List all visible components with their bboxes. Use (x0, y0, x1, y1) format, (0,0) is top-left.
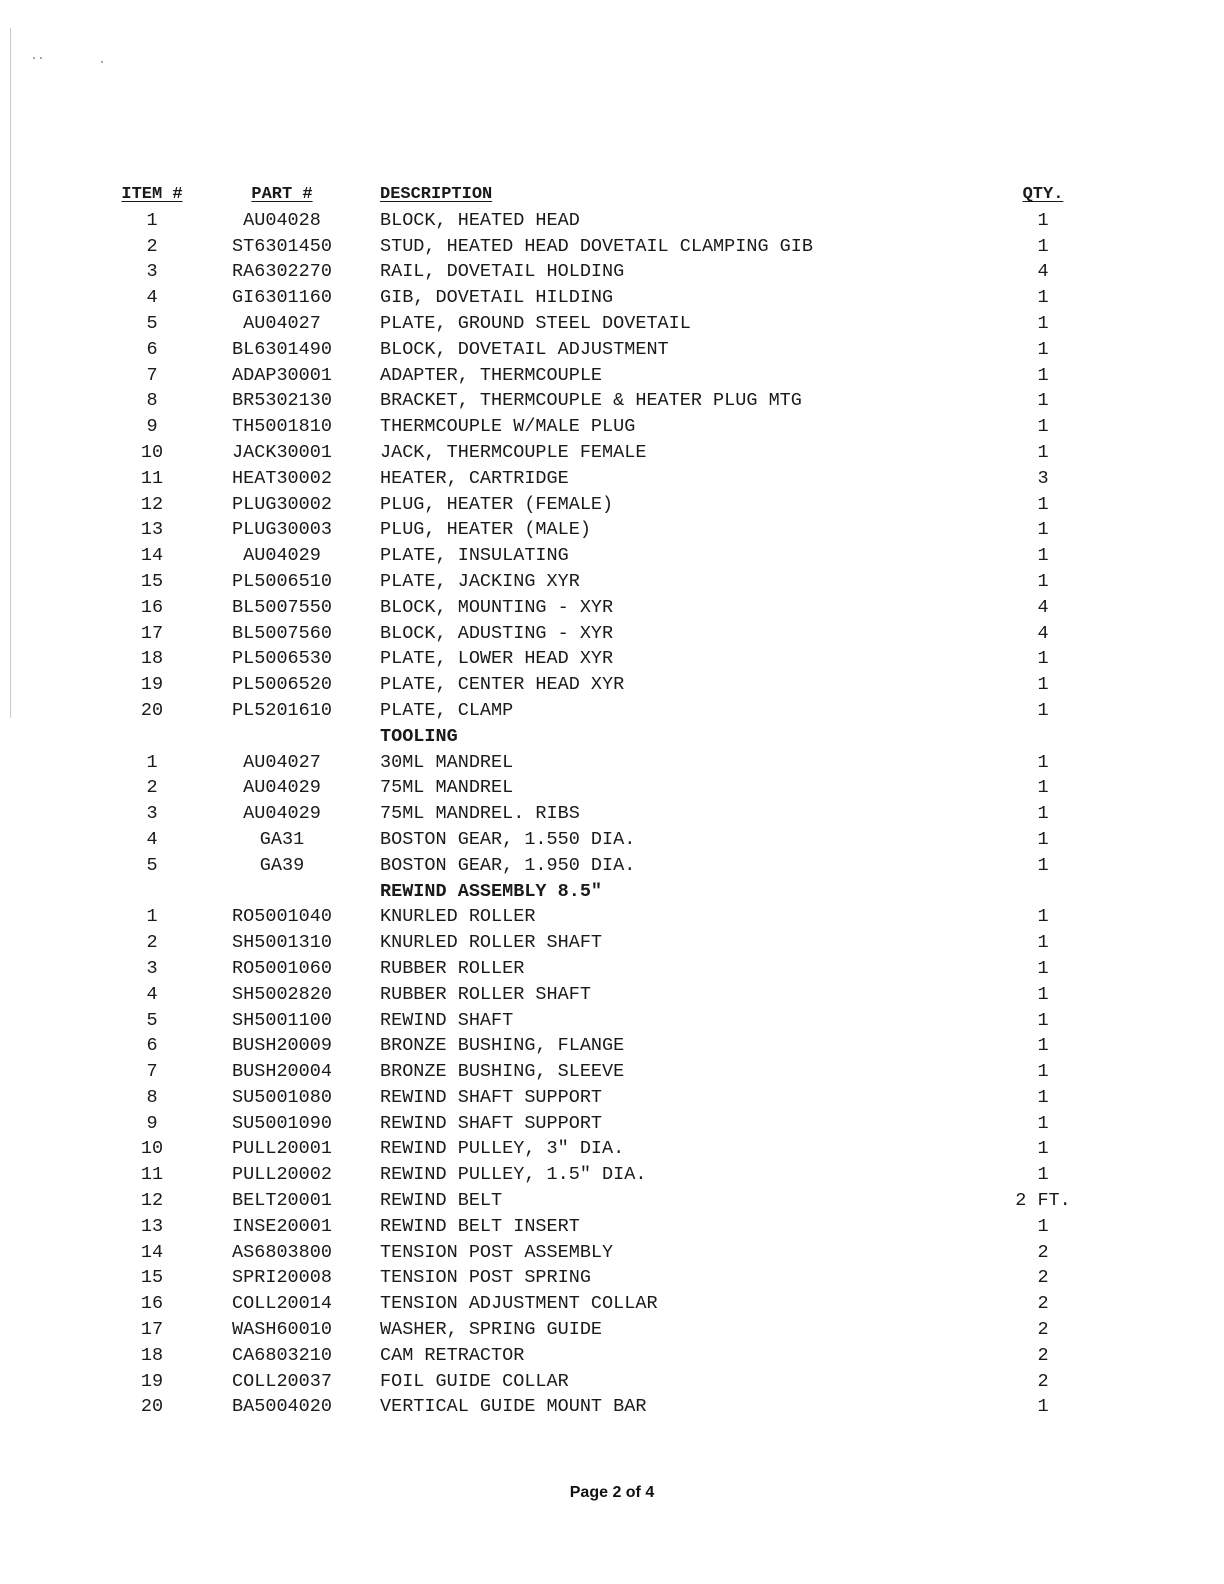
description: BOSTON GEAR, 1.550 DIA. (380, 828, 636, 850)
quantity: 1 (1037, 906, 1049, 928)
column-header-part: PART # (251, 185, 313, 204)
table-row (112, 904, 1092, 930)
table-row (112, 466, 1092, 492)
table-row (112, 595, 1092, 621)
item-number: 10 (140, 1138, 164, 1160)
item-number: 14 (140, 545, 164, 567)
description: CAM RETRACTOR (380, 1344, 525, 1366)
part-number: AU04029 (243, 545, 321, 567)
part-number: BL5007550 (232, 596, 332, 618)
column-header-qty: QTY. (1022, 185, 1064, 204)
description: RUBBER ROLLER (380, 957, 525, 979)
table-row (112, 646, 1092, 672)
item-number: 2 (146, 777, 158, 799)
table-row (112, 982, 1092, 1008)
part-number: PL5006510 (232, 570, 332, 592)
item-number: 4 (146, 287, 158, 309)
table-row (112, 1188, 1092, 1214)
table-header (112, 182, 1092, 208)
table-row (112, 698, 1092, 724)
table-row (112, 285, 1092, 311)
description: BRACKET, THERMCOUPLE & HEATER PLUG MTG (380, 390, 802, 412)
quantity: 1 (1037, 699, 1049, 721)
table-row (112, 1265, 1092, 1291)
table-row (112, 1136, 1092, 1162)
description: REWIND BELT (380, 1190, 503, 1212)
part-number: PULL20002 (232, 1164, 332, 1186)
section-heading-row (112, 879, 1092, 905)
item-number: 9 (146, 1112, 158, 1134)
part-number: AU04028 (243, 209, 321, 231)
table-row (112, 1291, 1092, 1317)
quantity: 1 (1037, 1396, 1049, 1418)
part-number: PLUG30003 (232, 519, 332, 541)
quantity: 1 (1037, 932, 1049, 954)
part-number: SPRI20008 (232, 1267, 332, 1289)
part-number: AU04027 (243, 312, 321, 334)
item-number: 2 (146, 235, 158, 257)
part-number: PLUG30002 (232, 493, 332, 515)
column-header-description: DESCRIPTION (380, 185, 493, 204)
item-number: 10 (140, 441, 164, 463)
part-number: SH5001100 (232, 1009, 332, 1031)
quantity: 1 (1037, 312, 1049, 334)
section-heading: REWIND ASSEMBLY 8.5" (380, 880, 603, 902)
quantity: 1 (1037, 1138, 1049, 1160)
item-number: 20 (140, 699, 164, 721)
quantity: 1 (1037, 1215, 1049, 1237)
item-number: 6 (146, 1035, 158, 1057)
part-number: SU5001080 (232, 1086, 332, 1108)
description: BRONZE BUSHING, SLEEVE (380, 1061, 625, 1083)
item-number: 16 (140, 596, 164, 618)
part-number: PL5006530 (232, 648, 332, 670)
item-number: 14 (140, 1241, 164, 1263)
item-number: 8 (146, 390, 158, 412)
column-header-item: ITEM # (121, 185, 183, 204)
table-row (112, 801, 1092, 827)
description: REWIND BELT INSERT (380, 1215, 580, 1237)
quantity: 1 (1037, 1086, 1049, 1108)
quantity: 1 (1037, 287, 1049, 309)
quantity: 1 (1037, 1061, 1049, 1083)
description: PLATE, CLAMP (380, 699, 514, 721)
item-number: 18 (140, 1344, 164, 1366)
item-number: 11 (140, 1164, 164, 1186)
quantity: 1 (1037, 338, 1049, 360)
description: 30ML MANDREL (380, 751, 514, 773)
description: BLOCK, DOVETAIL ADJUSTMENT (380, 338, 669, 360)
description: PLATE, INSULATING (380, 545, 569, 567)
table-row (112, 517, 1092, 543)
quantity: 1 (1037, 1164, 1049, 1186)
description: BLOCK, ADUSTING - XYR (380, 622, 614, 644)
part-number: AS6803800 (232, 1241, 332, 1263)
table-row (112, 1059, 1092, 1085)
table-row (112, 1214, 1092, 1240)
description: VERTICAL GUIDE MOUNT BAR (380, 1396, 647, 1418)
item-number: 7 (146, 364, 158, 386)
item-number: 16 (140, 1293, 164, 1315)
part-number: BL6301490 (232, 338, 332, 360)
part-number: AU04029 (243, 777, 321, 799)
item-number: 19 (140, 1370, 164, 1392)
description: REWIND SHAFT (380, 1009, 514, 1031)
table-row (112, 414, 1092, 440)
quantity: 4 (1037, 596, 1049, 618)
description: REWIND PULLEY, 3" DIA. (380, 1138, 625, 1160)
description: GIB, DOVETAIL HILDING (380, 287, 614, 309)
quantity: 4 (1037, 622, 1049, 644)
quantity: 1 (1037, 519, 1049, 541)
item-number: 8 (146, 1086, 158, 1108)
quantity: 1 (1037, 648, 1049, 670)
quantity: 4 (1037, 261, 1049, 283)
part-number: RO5001060 (232, 957, 332, 979)
part-number: BR5302130 (232, 390, 332, 412)
table-row (112, 208, 1092, 234)
part-number: GI6301160 (232, 287, 332, 309)
table-row (112, 1111, 1092, 1137)
quantity: 1 (1037, 209, 1049, 231)
description: 75ML MANDREL (380, 777, 514, 799)
table-row (112, 1343, 1092, 1369)
table-row (112, 1240, 1092, 1266)
quantity: 1 (1037, 570, 1049, 592)
item-number: 5 (146, 1009, 158, 1031)
part-number: COLL20037 (232, 1370, 332, 1392)
description: KNURLED ROLLER (380, 906, 536, 928)
description: RUBBER ROLLER SHAFT (380, 983, 591, 1005)
description: PLUG, HEATER (MALE) (380, 519, 591, 541)
description: PLUG, HEATER (FEMALE) (380, 493, 614, 515)
item-number: 12 (140, 493, 164, 515)
part-number: SH5002820 (232, 983, 332, 1005)
item-number: 20 (140, 1396, 164, 1418)
quantity: 1 (1037, 1009, 1049, 1031)
part-number: PL5006520 (232, 674, 332, 696)
part-number: SH5001310 (232, 932, 332, 954)
table-row (112, 363, 1092, 389)
table-row (112, 337, 1092, 363)
quantity: 2 (1037, 1370, 1049, 1392)
item-number: 1 (146, 209, 158, 231)
description: KNURLED ROLLER SHAFT (380, 932, 603, 954)
table-row (112, 956, 1092, 982)
quantity: 2 FT. (1015, 1190, 1071, 1212)
description: ADAPTER, THERMCOUPLE (380, 364, 603, 386)
table-row (112, 621, 1092, 647)
description: BLOCK, MOUNTING - XYR (380, 596, 614, 618)
part-number: ADAP30001 (232, 364, 332, 386)
part-number: GA31 (259, 828, 305, 850)
description: THERMCOUPLE W/MALE PLUG (380, 416, 636, 438)
page-number: Page 2 of 4 (569, 1484, 655, 1501)
item-number: 5 (146, 312, 158, 334)
item-number: 13 (140, 1215, 164, 1237)
table-body (112, 208, 1092, 1420)
quantity: 1 (1037, 390, 1049, 412)
scan-speck (33, 57, 35, 59)
part-number: BA5004020 (232, 1396, 332, 1418)
description: PLATE, GROUND STEEL DOVETAIL (380, 312, 691, 334)
table-row (112, 259, 1092, 285)
description: 75ML MANDREL. RIBS (380, 803, 580, 825)
quantity: 1 (1037, 854, 1049, 876)
table-row (112, 750, 1092, 776)
description: FOIL GUIDE COLLAR (380, 1370, 569, 1392)
table-row (112, 388, 1092, 414)
quantity: 1 (1037, 1035, 1049, 1057)
part-number: BL5007560 (232, 622, 332, 644)
quantity: 1 (1037, 545, 1049, 567)
description: REWIND SHAFT SUPPORT (380, 1086, 603, 1108)
description: WASHER, SPRING GUIDE (380, 1319, 603, 1341)
item-number: 6 (146, 338, 158, 360)
item-number: 12 (140, 1190, 164, 1212)
table-row (112, 1317, 1092, 1343)
item-number: 15 (140, 1267, 164, 1289)
part-number: RA6302270 (232, 261, 332, 283)
quantity: 1 (1037, 777, 1049, 799)
part-number: TH5001810 (232, 416, 332, 438)
description: PLATE, LOWER HEAD XYR (380, 648, 614, 670)
item-number: 19 (140, 674, 164, 696)
part-number: BUSH20009 (232, 1035, 332, 1057)
description: TENSION POST SPRING (380, 1267, 591, 1289)
quantity: 1 (1037, 828, 1049, 850)
part-number: SU5001090 (232, 1112, 332, 1134)
part-number: INSE20001 (232, 1215, 332, 1237)
part-number: COLL20014 (232, 1293, 332, 1315)
table-row (112, 930, 1092, 956)
table-row (112, 853, 1092, 879)
quantity: 1 (1037, 364, 1049, 386)
quantity: 1 (1037, 235, 1049, 257)
quantity: 2 (1037, 1319, 1049, 1341)
item-number: 11 (140, 467, 164, 489)
quantity: 1 (1037, 957, 1049, 979)
description: REWIND SHAFT SUPPORT (380, 1112, 603, 1134)
part-number: PULL20001 (232, 1138, 332, 1160)
quantity: 2 (1037, 1344, 1049, 1366)
table-row (112, 440, 1092, 466)
scan-edge-line (10, 28, 11, 718)
description: REWIND PULLEY, 1.5" DIA. (380, 1164, 647, 1186)
table-row (112, 1033, 1092, 1059)
table-row (112, 1394, 1092, 1420)
quantity: 1 (1037, 416, 1049, 438)
description: TENSION POST ASSEMBLY (380, 1241, 614, 1263)
item-number: 15 (140, 570, 164, 592)
item-number: 13 (140, 519, 164, 541)
item-number: 7 (146, 1061, 158, 1083)
part-number: JACK30001 (232, 441, 332, 463)
table-row (112, 234, 1092, 260)
description: PLATE, JACKING XYR (380, 570, 580, 592)
quantity: 2 (1037, 1267, 1049, 1289)
table-row (112, 775, 1092, 801)
description: PLATE, CENTER HEAD XYR (380, 674, 625, 696)
quantity: 1 (1037, 1112, 1049, 1134)
quantity: 1 (1037, 803, 1049, 825)
section-heading-row (112, 724, 1092, 750)
description: RAIL, DOVETAIL HOLDING (380, 261, 625, 283)
scan-speck (101, 61, 103, 63)
part-number: BUSH20004 (232, 1061, 332, 1083)
item-number: 17 (140, 1319, 164, 1341)
item-number: 4 (146, 828, 158, 850)
quantity: 1 (1037, 674, 1049, 696)
quantity: 1 (1037, 493, 1049, 515)
description: HEATER, CARTRIDGE (380, 467, 569, 489)
item-number: 4 (146, 983, 158, 1005)
quantity: 2 (1037, 1241, 1049, 1263)
description: BOSTON GEAR, 1.950 DIA. (380, 854, 636, 876)
description: TENSION ADJUSTMENT COLLAR (380, 1293, 658, 1315)
item-number: 17 (140, 622, 164, 644)
table-row (112, 1369, 1092, 1395)
description: BRONZE BUSHING, FLANGE (380, 1035, 625, 1057)
description: JACK, THERMCOUPLE FEMALE (380, 441, 647, 463)
table-row (112, 492, 1092, 518)
item-number: 1 (146, 906, 158, 928)
item-number: 5 (146, 854, 158, 876)
quantity: 1 (1037, 441, 1049, 463)
table-row (112, 543, 1092, 569)
item-number: 3 (146, 957, 158, 979)
item-number: 1 (146, 751, 158, 773)
quantity: 1 (1037, 751, 1049, 773)
item-number: 9 (146, 416, 158, 438)
description: BLOCK, HEATED HEAD (380, 209, 580, 231)
item-number: 18 (140, 648, 164, 670)
table-row (112, 672, 1092, 698)
part-number: CA6803210 (232, 1344, 332, 1366)
quantity: 1 (1037, 983, 1049, 1005)
table-row (112, 311, 1092, 337)
part-number: HEAT30002 (232, 467, 332, 489)
item-number: 2 (146, 932, 158, 954)
part-number: PL5201610 (232, 699, 332, 721)
table-row (112, 1162, 1092, 1188)
quantity: 3 (1037, 467, 1049, 489)
part-number: GA39 (259, 854, 305, 876)
part-number: WASH60010 (232, 1319, 332, 1341)
part-number: AU04029 (243, 803, 321, 825)
table-row (112, 1085, 1092, 1111)
item-number: 3 (146, 803, 158, 825)
part-number: BELT20001 (232, 1190, 332, 1212)
table-row (112, 1008, 1092, 1034)
table-row (112, 569, 1092, 595)
description: STUD, HEATED HEAD DOVETAIL CLAMPING GIB (380, 235, 813, 257)
item-number: 3 (146, 261, 158, 283)
part-number: AU04027 (243, 751, 321, 773)
parts-list (112, 182, 1092, 1420)
scan-speck (40, 57, 42, 59)
part-number: ST6301450 (232, 235, 332, 257)
section-heading: TOOLING (380, 725, 458, 747)
quantity: 2 (1037, 1293, 1049, 1315)
table-row (112, 827, 1092, 853)
part-number: RO5001040 (232, 906, 332, 928)
